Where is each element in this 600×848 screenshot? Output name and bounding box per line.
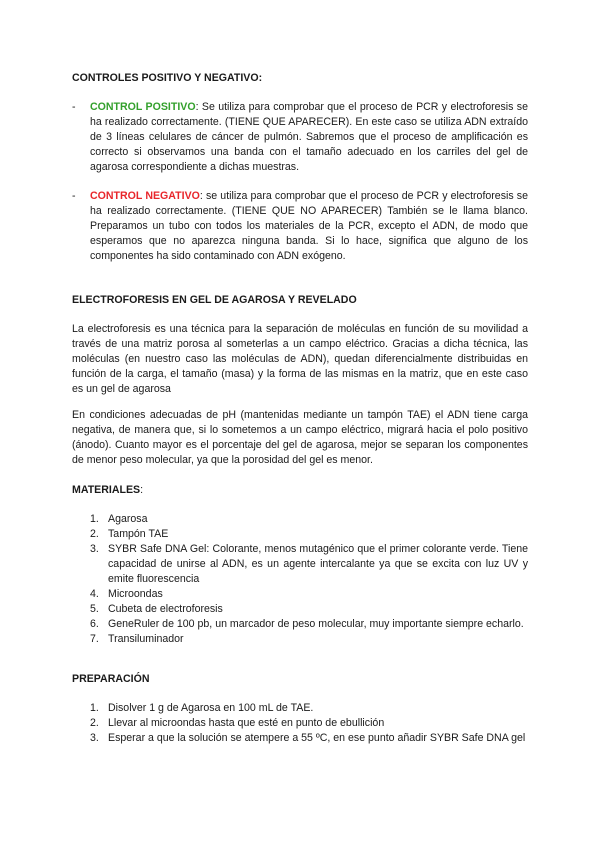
list-item-text: Cubeta de electroforesis	[108, 603, 223, 615]
negative-control-item	[72, 189, 528, 264]
list-number: 1.	[90, 702, 99, 714]
electroforesis-heading: ELECTROFORESIS EN GEL DE AGAROSA Y REVELADO	[72, 294, 357, 306]
list-item-text: Llevar al microondas hasta que esté en punto de ebullición	[108, 717, 385, 729]
positive-control-item	[72, 100, 529, 175]
list-item-text: GeneRuler de 100 pb, un marcador de peso molecular, muy importante siempre echarlo.	[108, 618, 524, 630]
negative-control-description: : se utiliza para comprobar que el proceso de PCR y electroforesis se ha realizado correctamente. (TIENE QUE NO APARECER) También se le llama blanco. Preparamos un tubo con todos los materiales de la PCR, excepto el ADN, de modo que esperamos que no aparezca ninguna banda. Si lo hace, significa que alguno de los componentes ha sido contaminado con ADN exógeno.	[90, 190, 528, 262]
list-number: 3.	[90, 543, 99, 555]
negative-control-keyword: CONTROL NEGATIVO	[90, 190, 200, 202]
list-number: 6.	[90, 618, 99, 630]
list-item-text: Transiluminador	[108, 633, 184, 645]
list-number: 3.	[90, 732, 99, 744]
list-number: 4.	[90, 588, 99, 600]
list-item-text: SYBR Safe DNA Gel: Colorante, menos mutagénico que el primer colorante verde. Tiene capacidad de unirse al ADN, es un agente intercalante ya que se excita con luz UV y emite fluorescencia	[108, 543, 528, 585]
list-number: 5.	[90, 603, 99, 615]
list-number: 2.	[90, 528, 99, 540]
bullet-dash: -	[72, 190, 76, 202]
electroforesis-paragraph-2: En condiciones adecuadas de pH (mantenidas mediante un tampón TAE) el ADN tiene carga negativa, de manera que, si lo sometemos a un campo eléctrico, migrará hacia el polo positivo (ánodo). Cuanto mayor es el porcentaje del gel de agarosa, mejor se separan los componentes de menor peso molecular, ya que la porosidad del gel es menor.	[72, 409, 528, 466]
list-item	[90, 527, 528, 542]
list-item	[90, 617, 528, 632]
materiales-list	[90, 512, 528, 647]
list-item	[90, 512, 528, 527]
list-number: 7.	[90, 633, 99, 645]
list-item-text: Tampón TAE	[108, 528, 169, 540]
list-item-text: Esperar a que la solución se atempere a 55 ºC, en ese punto añadir SYBR Safe DNA gel	[108, 732, 526, 744]
list-number: 2.	[90, 717, 99, 729]
list-item-text: Disolver 1 g de Agarosa en 100 mL de TAE.	[108, 702, 314, 714]
list-number: 1.	[90, 513, 99, 525]
positive-control-text	[90, 100, 528, 175]
materiales-heading-text: MATERIALES	[72, 484, 141, 496]
list-item	[90, 716, 528, 731]
preparacion-heading: PREPARACIÓN	[72, 673, 150, 685]
list-item	[90, 587, 528, 602]
preparacion-list	[90, 701, 528, 746]
bullet-dash: -	[72, 101, 76, 113]
controls-heading: CONTROLES POSITIVO Y NEGATIVO:	[72, 72, 263, 84]
list-item	[90, 602, 528, 617]
materiales-heading	[72, 483, 143, 498]
positive-control-description: : Se utiliza para comprobar que el proceso de PCR y electroforesis se ha realizado correctamente. (TIENE QUE APARECER). En este caso se utiliza ADN extraído de 3 líneas celulares de cáncer de pulmón. Sabremos que el proceso de amplificación es correcto si observamos una banda con el tamaño adecuado en los carriles del gel de agarosa correspondiente a dichas muestras.	[90, 101, 529, 173]
materiales-heading-colon: :	[140, 484, 144, 496]
positive-control-keyword: CONTROL POSITIVO	[90, 101, 196, 113]
list-item-text: Agarosa	[108, 513, 148, 525]
electroforesis-paragraph-1: La electroforesis es una técnica para la separación de moléculas en función de su movilidad a través de una matriz porosa al someterlas a un campo eléctrico. Gracias a dicha técnica, las moléculas (en nuestro caso las moléculas de ADN), quedan diferencialmente distribuidas en función de la carga, el tamaño (masa) y la forma de las mismas en la matriz, que en este caso es un gel de agarosa	[72, 323, 528, 395]
list-item	[90, 632, 528, 647]
list-item	[90, 542, 528, 587]
list-item-text: Microondas	[108, 588, 163, 600]
list-item	[90, 731, 528, 746]
negative-control-text	[90, 189, 528, 264]
list-item	[90, 701, 528, 716]
